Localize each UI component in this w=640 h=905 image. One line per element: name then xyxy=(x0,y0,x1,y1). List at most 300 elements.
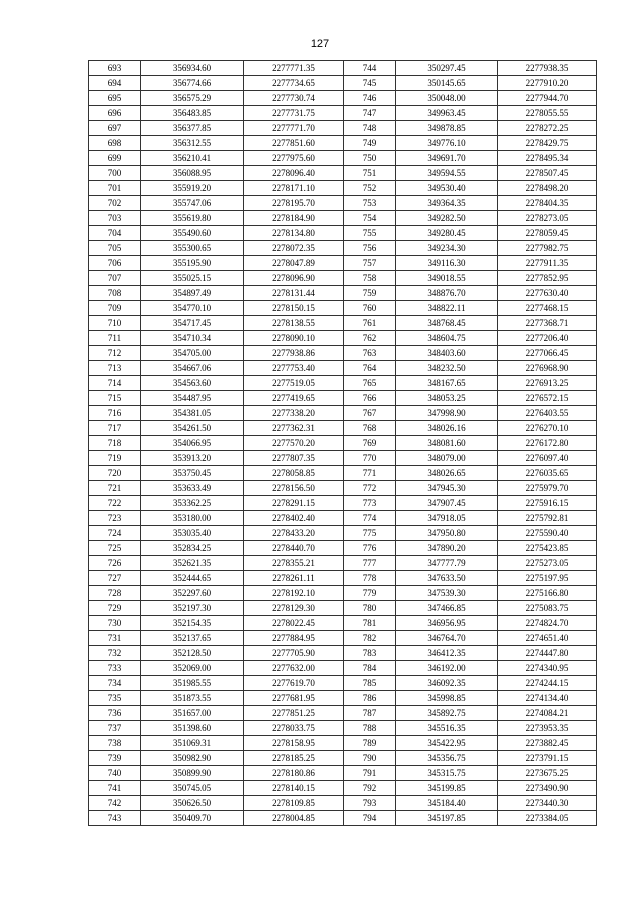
y-coordinate-cell: 2277944.70 xyxy=(498,91,597,106)
table-row xyxy=(89,61,344,76)
table-row xyxy=(89,766,344,781)
table-row xyxy=(89,706,344,721)
table-row xyxy=(89,541,344,556)
point-number-cell: 761 xyxy=(344,316,396,331)
table-row xyxy=(344,661,597,676)
x-coordinate-cell: 350626.50 xyxy=(141,796,244,811)
table-row xyxy=(89,601,344,616)
x-coordinate-cell: 356088.95 xyxy=(141,166,244,181)
point-number-cell: 764 xyxy=(344,361,396,376)
y-coordinate-cell: 2277619.70 xyxy=(244,676,344,691)
y-coordinate-cell: 2276403.55 xyxy=(498,406,597,421)
table-row xyxy=(89,76,344,91)
x-coordinate-cell: 350145.65 xyxy=(396,76,498,91)
x-coordinate-cell: 350409.70 xyxy=(141,811,244,826)
x-coordinate-cell: 356774.66 xyxy=(141,76,244,91)
point-number-cell: 774 xyxy=(344,511,396,526)
table-row xyxy=(89,586,344,601)
point-number-cell: 739 xyxy=(89,751,141,766)
y-coordinate-cell: 2278150.15 xyxy=(244,301,344,316)
x-coordinate-cell: 354563.60 xyxy=(141,376,244,391)
y-coordinate-cell: 2278355.21 xyxy=(244,556,344,571)
x-coordinate-cell: 347633.50 xyxy=(396,571,498,586)
table-row xyxy=(89,451,344,466)
point-number-cell: 766 xyxy=(344,391,396,406)
x-coordinate-cell: 350745.05 xyxy=(141,781,244,796)
point-number-cell: 767 xyxy=(344,406,396,421)
x-coordinate-cell: 352297.60 xyxy=(141,586,244,601)
point-number-cell: 705 xyxy=(89,241,141,256)
y-coordinate-cell: 2278131.44 xyxy=(244,286,344,301)
y-coordinate-cell: 2278171.10 xyxy=(244,181,344,196)
point-number-cell: 758 xyxy=(344,271,396,286)
x-coordinate-cell: 346092.35 xyxy=(396,676,498,691)
y-coordinate-cell: 2273675.25 xyxy=(498,766,597,781)
y-coordinate-cell: 2278059.45 xyxy=(498,226,597,241)
y-coordinate-cell: 2278184.90 xyxy=(244,211,344,226)
table-row xyxy=(344,511,597,526)
point-number-cell: 781 xyxy=(344,616,396,631)
y-coordinate-cell: 2278185.25 xyxy=(244,751,344,766)
x-coordinate-cell: 351398.60 xyxy=(141,721,244,736)
point-number-cell: 709 xyxy=(89,301,141,316)
x-coordinate-cell: 345892.75 xyxy=(396,706,498,721)
y-coordinate-cell: 2278090.10 xyxy=(244,331,344,346)
point-number-cell: 736 xyxy=(89,706,141,721)
x-coordinate-cell: 348232.50 xyxy=(396,361,498,376)
point-number-cell: 782 xyxy=(344,631,396,646)
x-coordinate-cell: 352197.30 xyxy=(141,601,244,616)
point-number-cell: 720 xyxy=(89,466,141,481)
x-coordinate-cell: 355619.80 xyxy=(141,211,244,226)
table-row xyxy=(344,136,597,151)
y-coordinate-cell: 2277730.74 xyxy=(244,91,344,106)
point-number-cell: 749 xyxy=(344,136,396,151)
point-number-cell: 693 xyxy=(89,61,141,76)
x-coordinate-cell: 348876.70 xyxy=(396,286,498,301)
point-number-cell: 784 xyxy=(344,661,396,676)
point-number-cell: 732 xyxy=(89,646,141,661)
table-row xyxy=(344,406,597,421)
y-coordinate-cell: 2278507.45 xyxy=(498,166,597,181)
table-row xyxy=(89,631,344,646)
y-coordinate-cell: 2277807.35 xyxy=(244,451,344,466)
x-coordinate-cell: 354705.00 xyxy=(141,346,244,361)
x-coordinate-cell: 355025.15 xyxy=(141,271,244,286)
point-number-cell: 768 xyxy=(344,421,396,436)
point-number-cell: 725 xyxy=(89,541,141,556)
x-coordinate-cell: 348768.45 xyxy=(396,316,498,331)
x-coordinate-cell: 356312.55 xyxy=(141,136,244,151)
table-row xyxy=(89,406,344,421)
y-coordinate-cell: 2276968.90 xyxy=(498,361,597,376)
table-row xyxy=(89,181,344,196)
x-coordinate-cell: 346412.35 xyxy=(396,646,498,661)
y-coordinate-cell: 2277570.20 xyxy=(244,436,344,451)
y-coordinate-cell: 2278261.11 xyxy=(244,571,344,586)
x-coordinate-cell: 354066.95 xyxy=(141,436,244,451)
x-coordinate-cell: 352154.35 xyxy=(141,616,244,631)
y-coordinate-cell: 2277468.15 xyxy=(498,301,597,316)
x-coordinate-cell: 348053.25 xyxy=(396,391,498,406)
x-coordinate-cell: 348604.75 xyxy=(396,331,498,346)
table-row xyxy=(89,91,344,106)
y-coordinate-cell: 2275916.15 xyxy=(498,496,597,511)
y-coordinate-cell: 2278495.34 xyxy=(498,151,597,166)
table-row xyxy=(344,466,597,481)
point-number-cell: 770 xyxy=(344,451,396,466)
y-coordinate-cell: 2278022.45 xyxy=(244,616,344,631)
table-row xyxy=(344,61,597,76)
point-number-cell: 697 xyxy=(89,121,141,136)
x-coordinate-cell: 354381.05 xyxy=(141,406,244,421)
point-number-cell: 745 xyxy=(344,76,396,91)
y-coordinate-cell: 2278429.75 xyxy=(498,136,597,151)
x-coordinate-cell: 347950.80 xyxy=(396,526,498,541)
table-row xyxy=(89,226,344,241)
table-row xyxy=(89,676,344,691)
y-coordinate-cell: 2277884.95 xyxy=(244,631,344,646)
y-coordinate-cell: 2278109.85 xyxy=(244,796,344,811)
y-coordinate-cell: 2277938.86 xyxy=(244,346,344,361)
x-coordinate-cell: 347777.79 xyxy=(396,556,498,571)
x-coordinate-cell: 354897.49 xyxy=(141,286,244,301)
table-row xyxy=(89,241,344,256)
y-coordinate-cell: 2277982.75 xyxy=(498,241,597,256)
point-number-cell: 708 xyxy=(89,286,141,301)
y-coordinate-cell: 2274084.21 xyxy=(498,706,597,721)
y-coordinate-cell: 2277734.65 xyxy=(244,76,344,91)
x-coordinate-cell: 347539.30 xyxy=(396,586,498,601)
x-coordinate-cell: 348822.11 xyxy=(396,301,498,316)
point-number-cell: 754 xyxy=(344,211,396,226)
x-coordinate-cell: 348167.65 xyxy=(396,376,498,391)
x-coordinate-cell: 345356.75 xyxy=(396,751,498,766)
table-row xyxy=(89,661,344,676)
point-number-cell: 695 xyxy=(89,91,141,106)
table-row xyxy=(344,286,597,301)
table-row xyxy=(344,106,597,121)
y-coordinate-cell: 2277338.20 xyxy=(244,406,344,421)
y-coordinate-cell: 2277911.35 xyxy=(498,256,597,271)
y-coordinate-cell: 2277066.45 xyxy=(498,346,597,361)
x-coordinate-cell: 349776.10 xyxy=(396,136,498,151)
x-coordinate-cell: 349963.45 xyxy=(396,106,498,121)
table-row xyxy=(89,211,344,226)
x-coordinate-cell: 348079.00 xyxy=(396,451,498,466)
point-number-cell: 707 xyxy=(89,271,141,286)
x-coordinate-cell: 348403.60 xyxy=(396,346,498,361)
table-row xyxy=(89,526,344,541)
x-coordinate-cell: 355300.65 xyxy=(141,241,244,256)
y-coordinate-cell: 2277852.95 xyxy=(498,271,597,286)
point-number-cell: 776 xyxy=(344,541,396,556)
point-number-cell: 750 xyxy=(344,151,396,166)
table-row xyxy=(89,256,344,271)
table-row xyxy=(344,301,597,316)
x-coordinate-cell: 352621.35 xyxy=(141,556,244,571)
point-number-cell: 733 xyxy=(89,661,141,676)
x-coordinate-cell: 354770.10 xyxy=(141,301,244,316)
table-row xyxy=(89,151,344,166)
table-row xyxy=(89,421,344,436)
y-coordinate-cell: 2277632.00 xyxy=(244,661,344,676)
point-number-cell: 742 xyxy=(89,796,141,811)
y-coordinate-cell: 2276035.65 xyxy=(498,466,597,481)
table-row xyxy=(344,91,597,106)
x-coordinate-cell: 349594.55 xyxy=(396,166,498,181)
point-number-cell: 715 xyxy=(89,391,141,406)
x-coordinate-cell: 345199.85 xyxy=(396,781,498,796)
table-row xyxy=(344,721,597,736)
y-coordinate-cell: 2273384.05 xyxy=(498,811,597,826)
x-coordinate-cell: 349280.45 xyxy=(396,226,498,241)
point-number-cell: 787 xyxy=(344,706,396,721)
y-coordinate-cell: 2277731.75 xyxy=(244,106,344,121)
y-coordinate-cell: 2278195.70 xyxy=(244,196,344,211)
x-coordinate-cell: 351069.31 xyxy=(141,736,244,751)
point-number-cell: 792 xyxy=(344,781,396,796)
y-coordinate-cell: 2273953.35 xyxy=(498,721,597,736)
y-coordinate-cell: 2273440.30 xyxy=(498,796,597,811)
table-row xyxy=(344,421,597,436)
table-row xyxy=(89,346,344,361)
table-row xyxy=(344,811,597,826)
y-coordinate-cell: 2276572.15 xyxy=(498,391,597,406)
table-row xyxy=(89,361,344,376)
x-coordinate-cell: 356575.29 xyxy=(141,91,244,106)
x-coordinate-cell: 353750.45 xyxy=(141,466,244,481)
point-number-cell: 794 xyxy=(344,811,396,826)
x-coordinate-cell: 349018.55 xyxy=(396,271,498,286)
y-coordinate-cell: 2278096.40 xyxy=(244,166,344,181)
x-coordinate-cell: 349364.35 xyxy=(396,196,498,211)
table-row xyxy=(89,721,344,736)
x-coordinate-cell: 355195.90 xyxy=(141,256,244,271)
point-number-cell: 712 xyxy=(89,346,141,361)
point-number-cell: 769 xyxy=(344,436,396,451)
point-number-cell: 701 xyxy=(89,181,141,196)
x-coordinate-cell: 353913.20 xyxy=(141,451,244,466)
y-coordinate-cell: 2275792.81 xyxy=(498,511,597,526)
table-row xyxy=(89,496,344,511)
point-number-cell: 741 xyxy=(89,781,141,796)
y-coordinate-cell: 2278033.75 xyxy=(244,721,344,736)
table-row xyxy=(89,196,344,211)
table-row xyxy=(344,676,597,691)
table-row xyxy=(344,631,597,646)
x-coordinate-cell: 351657.00 xyxy=(141,706,244,721)
table-row xyxy=(344,316,597,331)
point-number-cell: 724 xyxy=(89,526,141,541)
y-coordinate-cell: 2277910.20 xyxy=(498,76,597,91)
x-coordinate-cell: 356934.60 xyxy=(141,61,244,76)
table-row xyxy=(344,481,597,496)
table-row xyxy=(344,241,597,256)
x-coordinate-cell: 352834.25 xyxy=(141,541,244,556)
table-row xyxy=(344,361,597,376)
table-row xyxy=(344,601,597,616)
x-coordinate-cell: 354717.45 xyxy=(141,316,244,331)
point-number-cell: 734 xyxy=(89,676,141,691)
y-coordinate-cell: 2275979.70 xyxy=(498,481,597,496)
x-coordinate-cell: 345197.85 xyxy=(396,811,498,826)
point-number-cell: 699 xyxy=(89,151,141,166)
coordinates-table-right xyxy=(343,60,597,826)
y-coordinate-cell: 2273791.15 xyxy=(498,751,597,766)
x-coordinate-cell: 349878.85 xyxy=(396,121,498,136)
point-number-cell: 779 xyxy=(344,586,396,601)
y-coordinate-cell: 2277705.90 xyxy=(244,646,344,661)
point-number-cell: 710 xyxy=(89,316,141,331)
table-row xyxy=(89,391,344,406)
point-number-cell: 719 xyxy=(89,451,141,466)
point-number-cell: 728 xyxy=(89,586,141,601)
x-coordinate-cell: 346956.95 xyxy=(396,616,498,631)
y-coordinate-cell: 2274134.40 xyxy=(498,691,597,706)
y-coordinate-cell: 2278433.20 xyxy=(244,526,344,541)
y-coordinate-cell: 2278158.95 xyxy=(244,736,344,751)
table-row xyxy=(89,316,344,331)
x-coordinate-cell: 356377.85 xyxy=(141,121,244,136)
x-coordinate-cell: 350982.90 xyxy=(141,751,244,766)
x-coordinate-cell: 354487.95 xyxy=(141,391,244,406)
table-row xyxy=(89,481,344,496)
x-coordinate-cell: 356210.41 xyxy=(141,151,244,166)
coordinates-table-left xyxy=(88,60,344,826)
point-number-cell: 744 xyxy=(344,61,396,76)
y-coordinate-cell: 2278156.50 xyxy=(244,481,344,496)
point-number-cell: 772 xyxy=(344,481,396,496)
x-coordinate-cell: 345516.35 xyxy=(396,721,498,736)
x-coordinate-cell: 353362.25 xyxy=(141,496,244,511)
table-row xyxy=(344,571,597,586)
point-number-cell: 757 xyxy=(344,256,396,271)
point-number-cell: 780 xyxy=(344,601,396,616)
table-row xyxy=(344,256,597,271)
y-coordinate-cell: 2276097.40 xyxy=(498,451,597,466)
point-number-cell: 731 xyxy=(89,631,141,646)
point-number-cell: 735 xyxy=(89,691,141,706)
y-coordinate-cell: 2277851.25 xyxy=(244,706,344,721)
y-coordinate-cell: 2277630.40 xyxy=(498,286,597,301)
table-row xyxy=(344,226,597,241)
x-coordinate-cell: 352137.65 xyxy=(141,631,244,646)
point-number-cell: 752 xyxy=(344,181,396,196)
x-coordinate-cell: 345998.85 xyxy=(396,691,498,706)
table-row xyxy=(344,436,597,451)
y-coordinate-cell: 2277206.40 xyxy=(498,331,597,346)
x-coordinate-cell: 349116.30 xyxy=(396,256,498,271)
table-row xyxy=(89,376,344,391)
table-row xyxy=(344,181,597,196)
table-row xyxy=(344,376,597,391)
table-row xyxy=(89,286,344,301)
x-coordinate-cell: 349691.70 xyxy=(396,151,498,166)
point-number-cell: 773 xyxy=(344,496,396,511)
point-number-cell: 743 xyxy=(89,811,141,826)
point-number-cell: 711 xyxy=(89,331,141,346)
x-coordinate-cell: 355919.20 xyxy=(141,181,244,196)
point-number-cell: 759 xyxy=(344,286,396,301)
y-coordinate-cell: 2274340.95 xyxy=(498,661,597,676)
x-coordinate-cell: 347466.85 xyxy=(396,601,498,616)
table-row xyxy=(344,541,597,556)
point-number-cell: 718 xyxy=(89,436,141,451)
table-row xyxy=(344,121,597,136)
y-coordinate-cell: 2275423.85 xyxy=(498,541,597,556)
point-number-cell: 694 xyxy=(89,76,141,91)
y-coordinate-cell: 2278138.55 xyxy=(244,316,344,331)
table-row xyxy=(89,301,344,316)
y-coordinate-cell: 2278072.35 xyxy=(244,241,344,256)
table-row xyxy=(344,166,597,181)
y-coordinate-cell: 2275273.05 xyxy=(498,556,597,571)
y-coordinate-cell: 2278402.40 xyxy=(244,511,344,526)
point-number-cell: 760 xyxy=(344,301,396,316)
x-coordinate-cell: 347998.90 xyxy=(396,406,498,421)
point-number-cell: 765 xyxy=(344,376,396,391)
y-coordinate-cell: 2278273.05 xyxy=(498,211,597,226)
point-number-cell: 737 xyxy=(89,721,141,736)
x-coordinate-cell: 354667.06 xyxy=(141,361,244,376)
point-number-cell: 788 xyxy=(344,721,396,736)
y-coordinate-cell: 2278134.80 xyxy=(244,226,344,241)
table-row xyxy=(89,136,344,151)
point-number-cell: 786 xyxy=(344,691,396,706)
table-row xyxy=(89,646,344,661)
x-coordinate-cell: 354710.34 xyxy=(141,331,244,346)
x-coordinate-cell: 350297.45 xyxy=(396,61,498,76)
point-number-cell: 762 xyxy=(344,331,396,346)
y-coordinate-cell: 2278058.85 xyxy=(244,466,344,481)
point-number-cell: 778 xyxy=(344,571,396,586)
x-coordinate-cell: 351985.55 xyxy=(141,676,244,691)
y-coordinate-cell: 2277368.71 xyxy=(498,316,597,331)
y-coordinate-cell: 2276172.80 xyxy=(498,436,597,451)
x-coordinate-cell: 348026.16 xyxy=(396,421,498,436)
table-row xyxy=(89,271,344,286)
point-number-cell: 717 xyxy=(89,421,141,436)
y-coordinate-cell: 2278055.55 xyxy=(498,106,597,121)
y-coordinate-cell: 2278140.15 xyxy=(244,781,344,796)
point-number-cell: 716 xyxy=(89,406,141,421)
x-coordinate-cell: 352444.65 xyxy=(141,571,244,586)
table-row xyxy=(89,796,344,811)
y-coordinate-cell: 2277519.05 xyxy=(244,376,344,391)
table-row xyxy=(89,166,344,181)
table-row xyxy=(89,811,344,826)
point-number-cell: 703 xyxy=(89,211,141,226)
table-row xyxy=(344,736,597,751)
point-number-cell: 775 xyxy=(344,526,396,541)
table-row xyxy=(344,196,597,211)
y-coordinate-cell: 2274447.80 xyxy=(498,646,597,661)
table-row xyxy=(89,106,344,121)
table-row xyxy=(89,121,344,136)
point-number-cell: 722 xyxy=(89,496,141,511)
point-number-cell: 706 xyxy=(89,256,141,271)
point-number-cell: 771 xyxy=(344,466,396,481)
x-coordinate-cell: 355490.60 xyxy=(141,226,244,241)
table-row xyxy=(344,556,597,571)
y-coordinate-cell: 2277771.35 xyxy=(244,61,344,76)
x-coordinate-cell: 345422.95 xyxy=(396,736,498,751)
y-coordinate-cell: 2277938.35 xyxy=(498,61,597,76)
point-number-cell: 756 xyxy=(344,241,396,256)
table-row xyxy=(344,691,597,706)
y-coordinate-cell: 2275590.40 xyxy=(498,526,597,541)
